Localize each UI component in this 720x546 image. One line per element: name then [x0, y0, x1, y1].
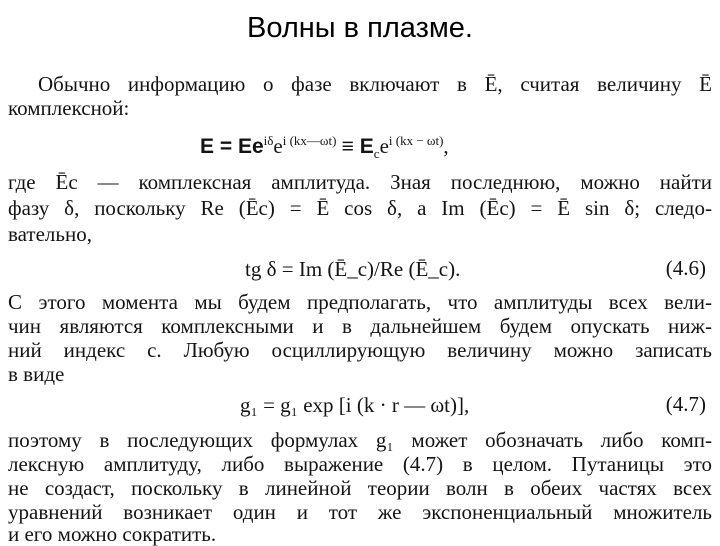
equation-number: (4.6)	[665, 256, 706, 280]
text-line: фазу δ, поскольку Re (Ēc) = Ē cos δ, а Im (Ēc) = Ē sin δ; следо-	[8, 196, 712, 220]
formula-part: e	[379, 134, 389, 158]
text-line: Обычно информацию о фазе включают в Ē, считая величину Ē	[38, 72, 712, 96]
formula-part: E = Ee	[200, 135, 264, 158]
text-line: в виде	[8, 362, 65, 386]
text-line: и его можно сократить.	[8, 522, 217, 546]
formula-sup: i (kx—ωt)	[282, 133, 337, 148]
text-line: лексную амплитуду, либо выражение (4.7) в целом. Путаницы это	[8, 452, 712, 476]
text-line: ний индекс c. Любую осциллирующую величину можно записать	[8, 338, 712, 362]
formula-sub: c	[373, 146, 380, 162]
text-line: уравнений возникает один и тот же экспоненциальный множитель	[8, 500, 712, 524]
page-title: Волны в плазме.	[247, 12, 473, 44]
formula-part: ,	[443, 134, 449, 158]
text-line: где Ēс — комплексная амплитуда. Зная последнюю, можно найти	[8, 170, 712, 194]
formula-part: e	[273, 134, 283, 158]
text-line: С этого момента мы будем предполагать, что амплитуды всех вели-	[8, 290, 712, 314]
formula-source	[0, 0, 1, 1]
text-line: поэтому в последующих формулах g₁ может обозначать либо комп-	[8, 428, 712, 452]
text-line: не создаст, поскольку в линейной теории волн в обеих частях всех	[8, 476, 712, 500]
formula-tg-delta: tg δ = Im (Ē_c)/Re (Ē_c).	[245, 257, 461, 281]
text-line: вательно,	[8, 222, 92, 246]
formula-part: ≡ E	[341, 135, 374, 158]
formula-complex-field	[200, 128, 449, 167]
formula-oscillating-quantity: g₁ = g₁ exp [i (k · r — ωt)],	[240, 393, 470, 417]
formula-sup: i (kx − ωt)	[388, 133, 444, 148]
text-line: комплексной:	[8, 96, 130, 120]
formula-sup: iδ	[263, 133, 274, 148]
equation-number: (4.7)	[665, 392, 706, 416]
text-line: чин являются комплексными и в дальнейшем будем опускать ниж-	[8, 314, 712, 338]
